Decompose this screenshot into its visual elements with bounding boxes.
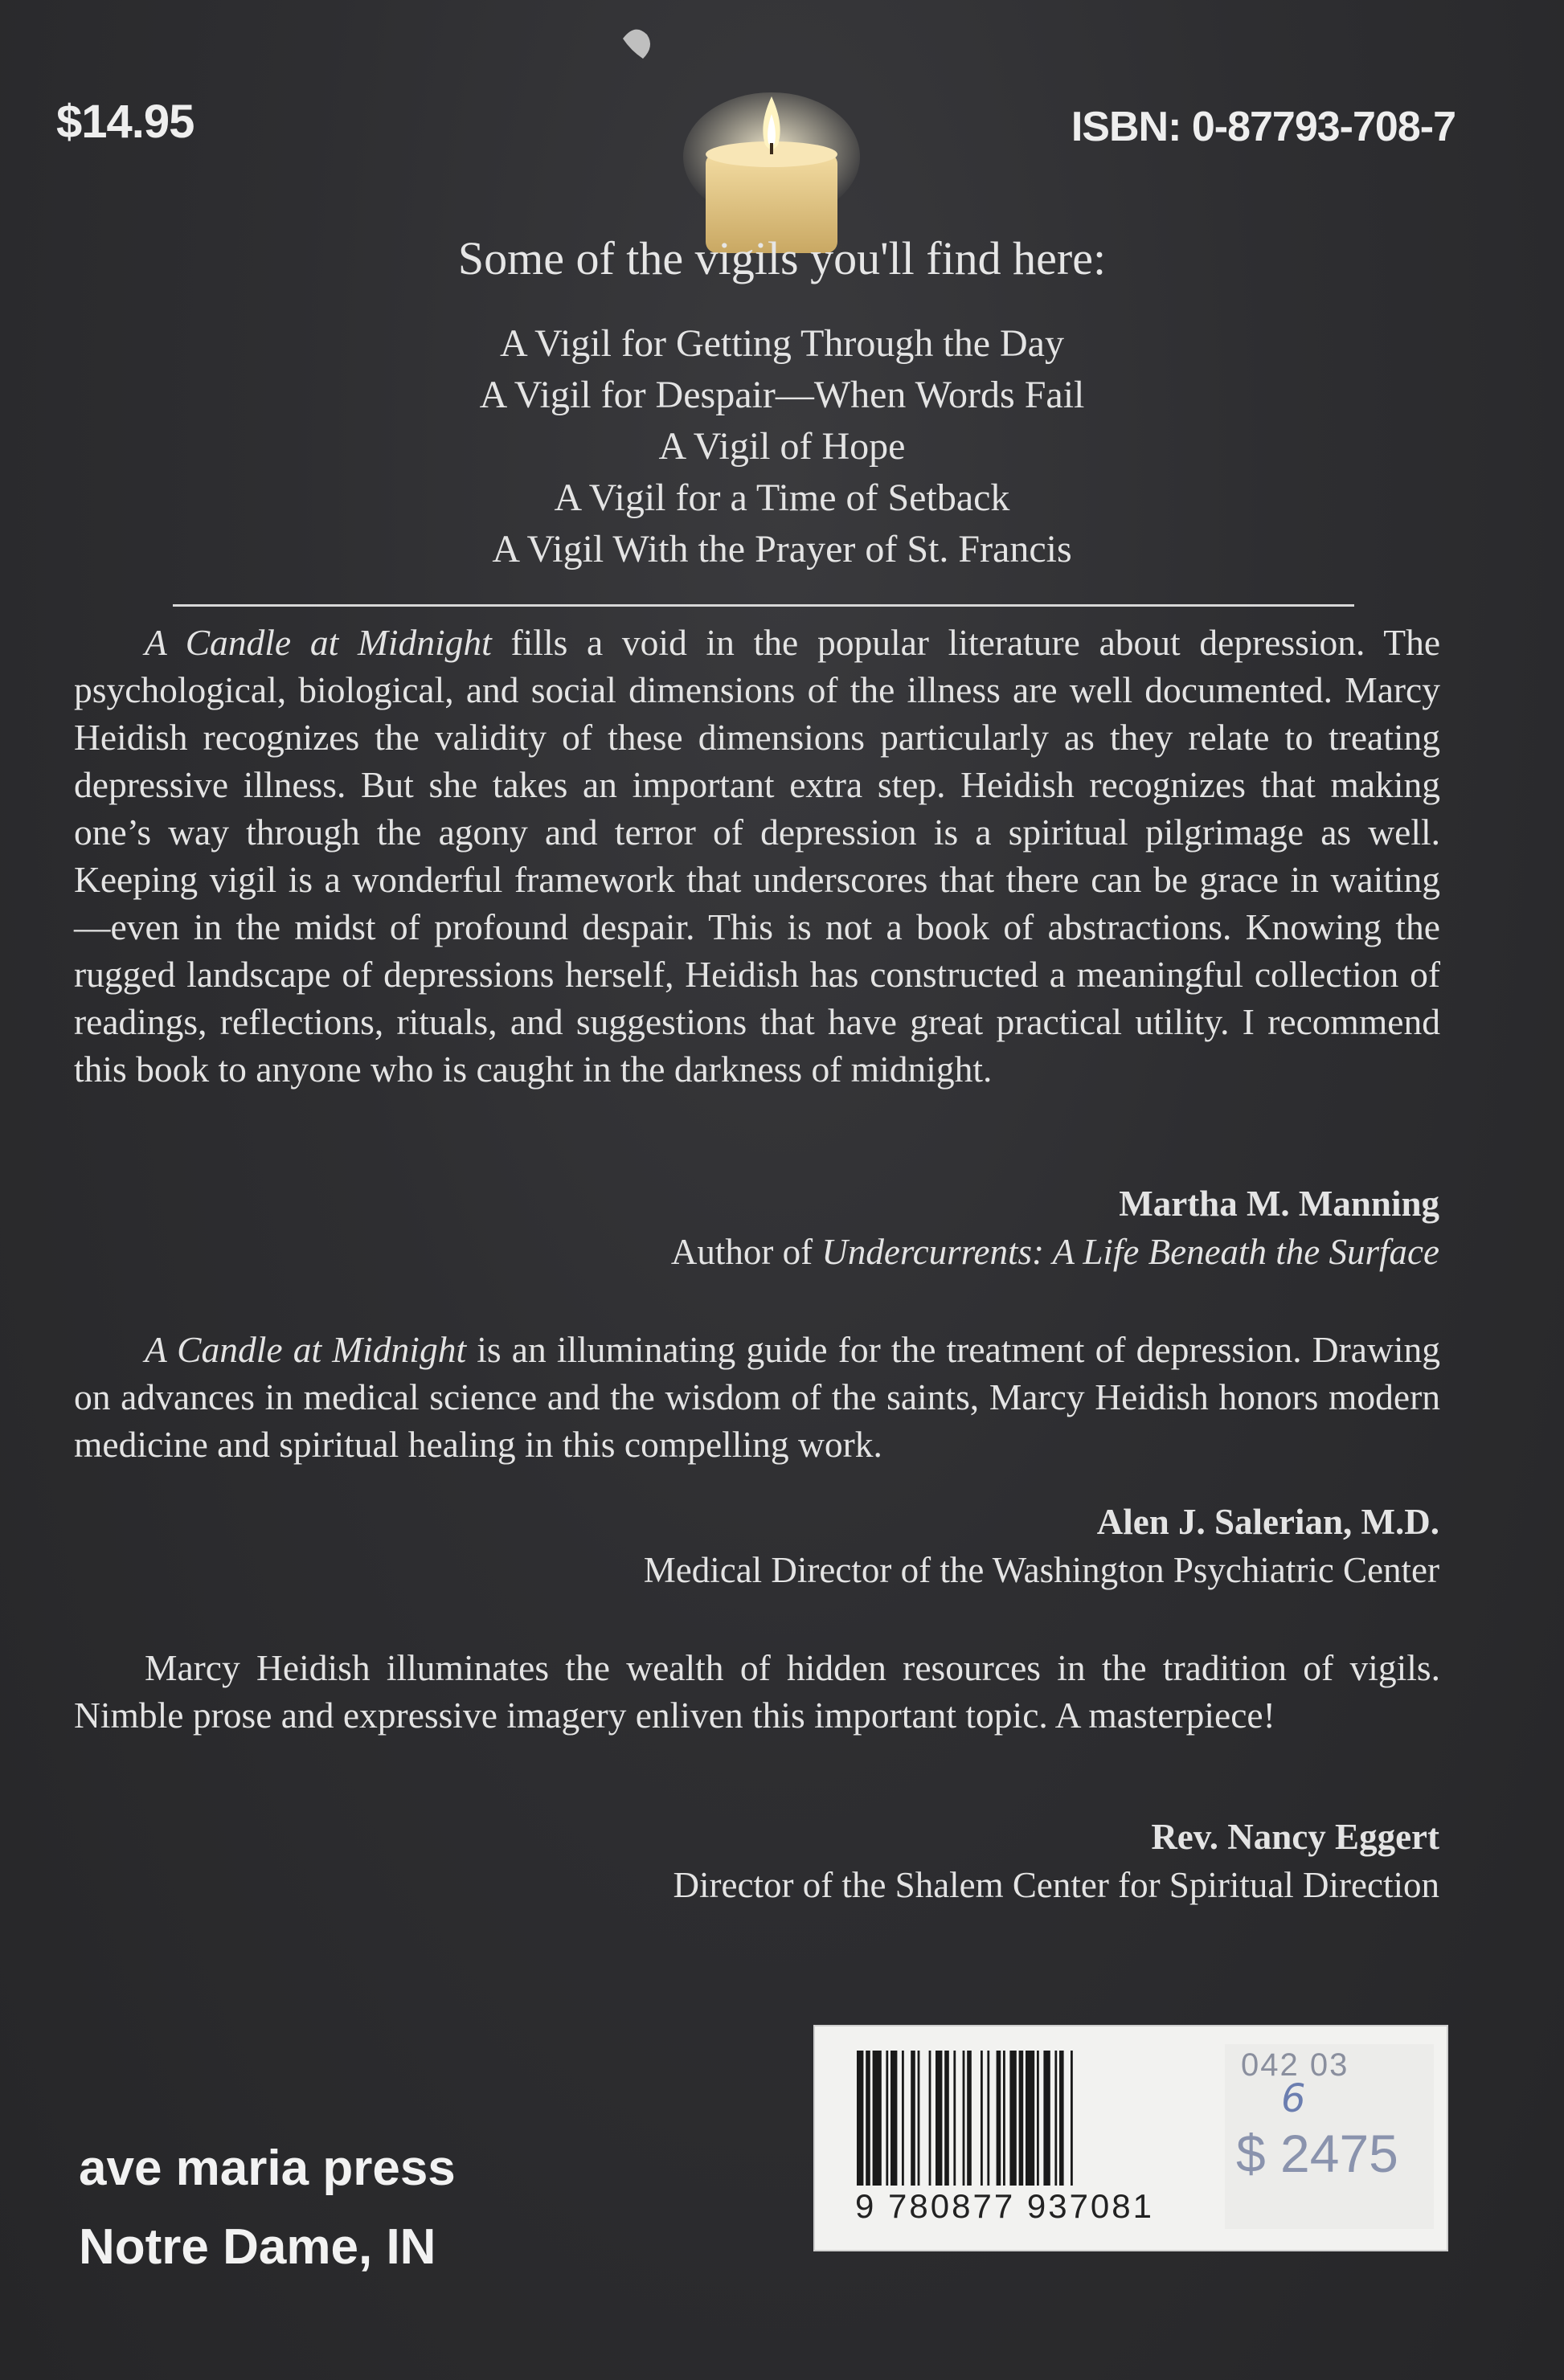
vigil-item: A Vigil With the Prayer of St. Francis	[492, 528, 1072, 570]
publisher-block	[79, 2129, 456, 2287]
endorsement-attribution	[644, 1498, 1439, 1594]
quote-text: is an illuminating guide for the treatment of depression. Drawing on advances in medical science and the wisdom of the saints, Marcy Heidish honors modern medicine and spiritual healing in this compelling work.	[74, 1329, 1440, 1465]
endorsement-quote	[74, 1326, 1440, 1468]
book-title: A Candle at Midnight	[145, 1329, 467, 1370]
price-tag-code: 042 03	[1241, 2047, 1349, 2083]
vigil-item: A Vigil for Getting Through the Day	[500, 322, 1064, 365]
divider	[173, 604, 1354, 607]
vigil-item: A Vigil of Hope	[658, 425, 906, 468]
handwritten-mark: 6	[1281, 2076, 1306, 2121]
endorser-role: Author of Undercurrents: A Life Beneath the Surface	[670, 1232, 1439, 1272]
barcode-digits: 9 780877 937081	[855, 2187, 1154, 2225]
publisher-location: Notre Dame, IN	[79, 2219, 436, 2275]
endorser-role: Medical Director of the Washington Psychiatric Center	[643, 1550, 1439, 1590]
isbn: ISBN: 0-87793-708-7	[1071, 104, 1456, 150]
cover-price: $14.95	[56, 96, 194, 148]
price-tag	[1225, 2044, 1434, 2229]
vigil-list	[0, 318, 1564, 575]
publisher-name: ave maria press	[79, 2141, 456, 2196]
quote-text: Marcy Heidish illuminates the wealth of hidden resources in the tradition of vigils. Nimble prose and expressive imagery enliven this important topic. A masterpiece!	[74, 1647, 1440, 1736]
endorser-name: Rev. Nancy Eggert	[1151, 1817, 1439, 1857]
endorsement-attribution	[674, 1813, 1439, 1909]
endorser-name: Martha M. Manning	[1119, 1184, 1439, 1224]
endorsement-attribution	[671, 1180, 1439, 1276]
candle-icon	[675, 80, 868, 257]
vigil-item: A Vigil for Despair—When Words Fail	[479, 374, 1085, 416]
endorser-name: Alen J. Salerian, M.D.	[1096, 1502, 1439, 1542]
price-tag-price: $ 2475	[1236, 2124, 1398, 2183]
endorsement-quote	[74, 619, 1440, 1093]
quote-text: fills a void in the popular literature about depression. The psychological, biological, and social dimensions of the illness are well documented. Marcy Heidish recognizes the validity of these dimensions particularly as they relate to treating depressive illness. But she takes an important extra step. Heidish recognizes that making one’s way through the agony and terror of depression is a spiritual pilgrimage as well. Keeping vigil is a wonderful framework that underscores that there can be grace in waiting—even in the midst of profound despair. This is not a book of abstractions. Knowing the rugged landscape of depressions herself, Heidish has constructed a meaningful collection of readings, reflections, rituals, and suggestions that have great practical utility. I recommend this book to anyone who is caught in the darkness of midnight.	[74, 622, 1441, 1090]
vigil-item: A Vigil for a Time of Setback	[554, 476, 1010, 519]
barcode-sticker	[813, 2025, 1448, 2251]
barcode-icon	[854, 2051, 1231, 2187]
book-title: A Candle at Midnight	[145, 622, 492, 663]
endorser-role: Director of the Shalem Center for Spiritual Direction	[673, 1865, 1439, 1905]
endorsement-quote	[74, 1644, 1440, 1739]
vigils-heading: Some of the vigils you'll find here:	[457, 232, 1107, 284]
speck-icon	[607, 14, 671, 71]
